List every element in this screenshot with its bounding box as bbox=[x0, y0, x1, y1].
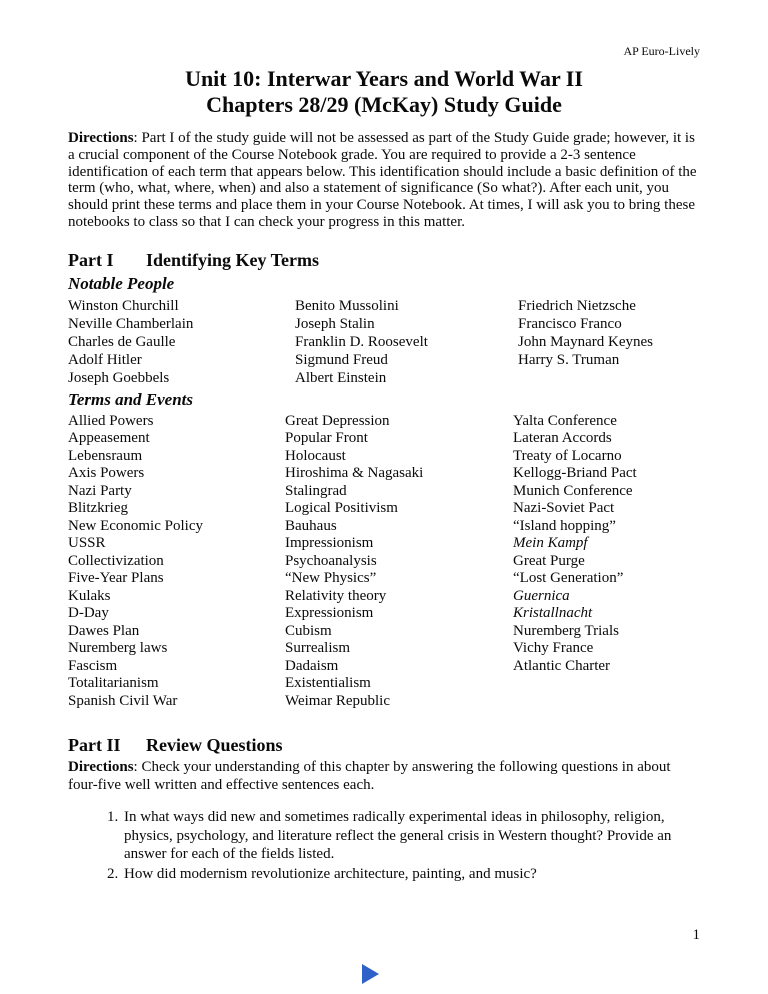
term-item: Holocaust bbox=[285, 447, 346, 464]
term-item: Joseph Goebbels bbox=[68, 369, 170, 386]
part1-title: Identifying Key Terms bbox=[146, 249, 320, 270]
part2-heading bbox=[68, 734, 700, 756]
term-item: “Island hopping” bbox=[513, 517, 616, 534]
term-item: Relativity theory bbox=[285, 587, 387, 604]
directions-label: Directions bbox=[68, 759, 134, 776]
term-item: Friedrich Nietzsche bbox=[518, 297, 636, 314]
term-item: Charles de Gaulle bbox=[68, 333, 176, 350]
title-line-2: Chapters 28/29 (McKay) Study Guide bbox=[206, 92, 562, 117]
term-item: “New Physics” bbox=[285, 570, 377, 587]
term-item: Winston Churchill bbox=[68, 297, 179, 314]
term-item: “Lost Generation” bbox=[513, 570, 624, 587]
notable-people-heading: Notable People bbox=[68, 273, 175, 293]
term-item: Treaty of Locarno bbox=[513, 447, 622, 464]
directions-text: : Part I of the study guide will not be assessed as part of the Study Guide grade; however, it is a crucial component of the Course Notebook grade. You are required to provide a 2-3 sentence identification of each term that appears below. This identification should include a basic definition of the term (who, what, where, when) and also a statement of significance (So what?). After each unit, you should print these terms and place them in your Course Notebook. At times, I will ask you to bring these notebooks to class so that I can check your progress in this matter. bbox=[68, 130, 697, 230]
term-item: Nazi Party bbox=[68, 482, 132, 499]
term-item: Weimar Republic bbox=[285, 692, 391, 709]
term-item: Nuremberg laws bbox=[68, 640, 168, 657]
page-number: 1 bbox=[692, 927, 700, 943]
intro-directions-paragraph bbox=[68, 130, 700, 231]
term-item: Great Depression bbox=[285, 412, 390, 429]
term-item: Vichy France bbox=[513, 640, 594, 657]
terms-events-heading: Terms and Events bbox=[68, 389, 194, 409]
term-item: Benito Mussolini bbox=[295, 297, 399, 314]
question-item: 1. In what ways did new and sometimes radically experimental ideas in philosophy, religion, physics, psychology, and literature reflect the general crisis in Western thought? Provide an answer for each of the fields listed. bbox=[122, 808, 700, 864]
terms-column-3 bbox=[513, 413, 700, 711]
term-item: Surrealism bbox=[285, 640, 350, 657]
term-item: Hiroshima & Nagasaki bbox=[285, 465, 424, 482]
term-item: USSR bbox=[68, 535, 106, 552]
term-item: Stalingrad bbox=[285, 482, 347, 499]
term-item: Kellogg-Briand Pact bbox=[513, 465, 637, 482]
term-item: Mein Kampf bbox=[513, 535, 588, 552]
term-item: Kristallnacht bbox=[513, 605, 593, 622]
term-item: Adolf Hitler bbox=[68, 351, 142, 368]
term-item: Allied Powers bbox=[68, 412, 154, 429]
term-item: Appeasement bbox=[68, 430, 150, 447]
term-item: Five-Year Plans bbox=[68, 570, 164, 587]
term-item: Psychoanalysis bbox=[285, 552, 377, 569]
term-item: Joseph Stalin bbox=[295, 315, 375, 332]
part2-title: Review Questions bbox=[146, 735, 283, 756]
terms-column-1 bbox=[68, 413, 285, 711]
term-item: Logical Positivism bbox=[285, 500, 398, 517]
term-item: Impressionism bbox=[285, 535, 374, 552]
term-item: Cubism bbox=[285, 622, 332, 639]
directions-label: Directions bbox=[68, 130, 134, 146]
term-item: Axis Powers bbox=[68, 465, 145, 482]
term-item: Expressionism bbox=[285, 605, 374, 622]
notable-people-columns bbox=[68, 297, 700, 387]
term-item: Fascism bbox=[68, 657, 118, 674]
term-item: John Maynard Keynes bbox=[518, 333, 653, 350]
term-item: Collectivization bbox=[68, 552, 164, 569]
term-item: Franklin D. Roosevelt bbox=[295, 333, 428, 350]
terms-column-2 bbox=[285, 413, 513, 711]
people-column-3 bbox=[518, 297, 700, 387]
part2-label: Part II bbox=[68, 735, 121, 756]
term-item: Nazi-Soviet Pact bbox=[513, 500, 615, 517]
term-item: Guernica bbox=[513, 587, 570, 604]
term-item: D-Day bbox=[68, 605, 109, 622]
term-item: Bauhaus bbox=[285, 517, 337, 534]
people-column-2 bbox=[295, 297, 518, 387]
term-item: Dadaism bbox=[285, 657, 339, 674]
term-item: Popular Front bbox=[285, 430, 368, 447]
term-item: Harry S. Truman bbox=[518, 351, 620, 368]
term-item: Great Purge bbox=[513, 552, 585, 569]
part2-directions-paragraph bbox=[68, 758, 700, 794]
document-title bbox=[68, 66, 700, 118]
term-item: Existentialism bbox=[285, 675, 371, 692]
term-item: Spanish Civil War bbox=[68, 692, 178, 709]
term-item: Neville Chamberlain bbox=[68, 315, 194, 332]
term-item: Kulaks bbox=[68, 587, 111, 604]
term-item: Blitzkrieg bbox=[68, 500, 128, 517]
term-item: Sigmund Freud bbox=[295, 351, 388, 368]
people-column-1 bbox=[68, 297, 295, 387]
header-label: AP Euro-Lively bbox=[623, 44, 700, 58]
term-item: Dawes Plan bbox=[68, 622, 140, 639]
term-item: Albert Einstein bbox=[295, 369, 387, 386]
term-item: Nuremberg Trials bbox=[513, 622, 619, 639]
term-item: Totalitarianism bbox=[68, 675, 159, 692]
terms-events-columns bbox=[68, 413, 700, 711]
directions-text: : Check your understanding of this chapter by answering the following questions in about four-five well written and effective sentences each. bbox=[68, 759, 671, 794]
term-item: Atlantic Charter bbox=[513, 657, 611, 674]
part1-label: Part I bbox=[68, 249, 114, 270]
term-item: Munich Conference bbox=[513, 482, 633, 499]
term-item: Francisco Franco bbox=[518, 315, 622, 332]
review-questions-list bbox=[68, 808, 700, 883]
part1-heading bbox=[68, 249, 700, 271]
term-item: Lateran Accords bbox=[513, 430, 612, 447]
term-item: Lebensraum bbox=[68, 447, 143, 464]
term-item: New Economic Policy bbox=[68, 517, 203, 534]
play-icon[interactable] bbox=[362, 964, 379, 984]
title-line-1: Unit 10: Interwar Years and World War II bbox=[185, 66, 583, 91]
question-item: 2. How did modernism revolutionize architecture, painting, and music? bbox=[122, 865, 700, 884]
term-item: Yalta Conference bbox=[513, 412, 617, 429]
